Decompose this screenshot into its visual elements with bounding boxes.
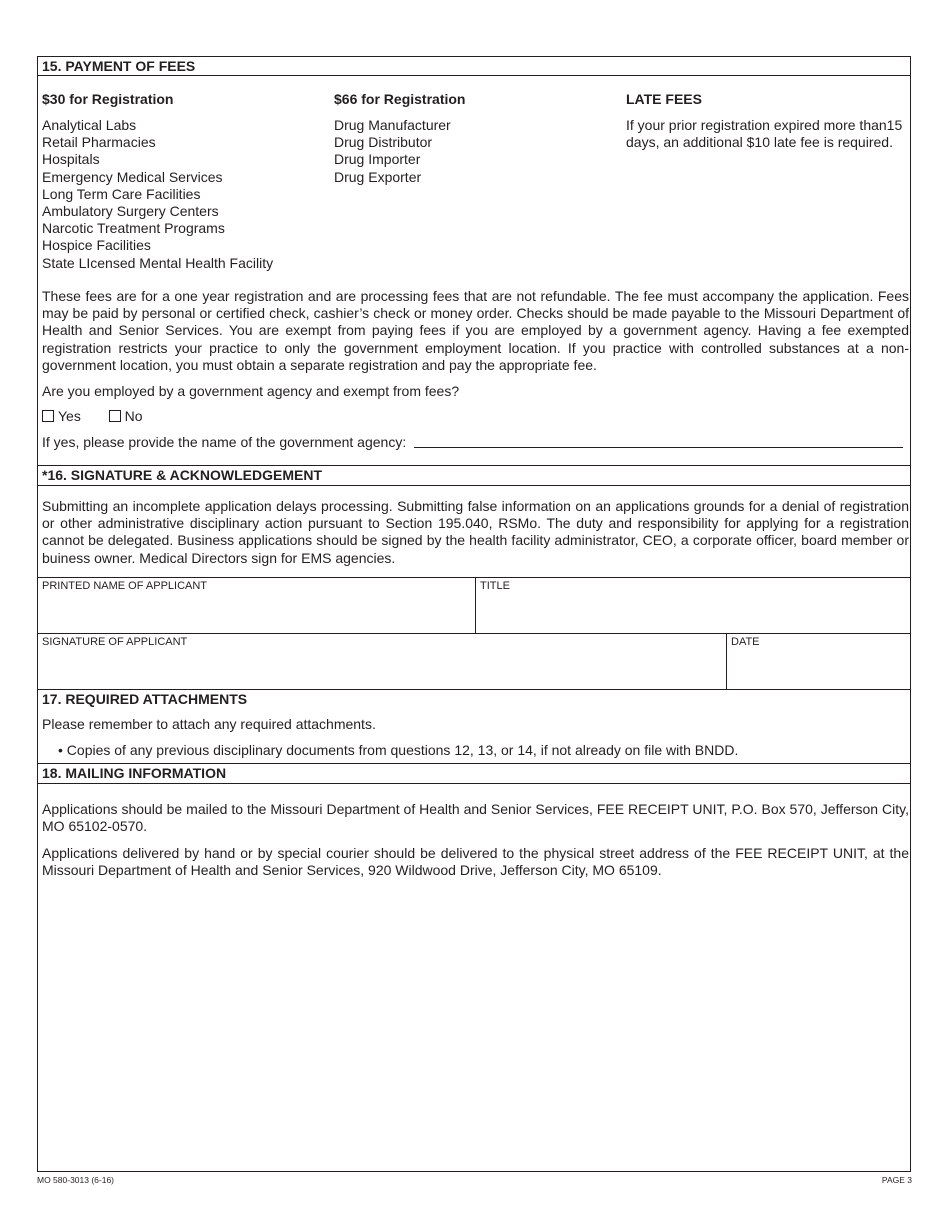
list-item: Analytical Labs: [42, 117, 137, 133]
divider: [38, 633, 910, 634]
list-item: Hospice Facilities: [42, 237, 151, 254]
title-label: TITLE: [480, 580, 510, 592]
fee-30-list: [42, 117, 273, 272]
agency-name-input[interactable]: [414, 447, 903, 448]
fee-66-title: $66 for Registration: [334, 91, 466, 107]
fees-paragraph: These fees are for a one year registration and are processing fees that are not refundable. The fee must accompany the application. Fees may be paid by personal or certified check, cashier’s check or money order. Checks should be made payable to the Missouri Department of Health and Senior Services. You are exempt from paying fees if you are employed by a government agency. Having a fee exempted registration restricts your practice to only the government employment location. If you practice with controlled substances at a non-government location, you must obtain a separate registration and pay the appropriate fee.: [42, 288, 909, 373]
divider: [38, 763, 910, 764]
fee-30-title: $30 for Registration: [42, 91, 174, 107]
title-field[interactable]: [476, 593, 910, 633]
divider: [38, 577, 910, 578]
signature-paragraph: Submitting an incomplete application delays processing. Submitting false information on an applications grounds for a denial of registration or other administrative disciplinary action pursuant to Section 195.040, RSMo. The duty and responsibility for applying for a registration cannot be delegated. Business applications should be signed by the health facility administrator, CEO, a corporate officer, board member or buiness owner. Medical Directors sign for EMS agencies.: [42, 498, 909, 566]
late-fees-text: [626, 117, 902, 151]
list-item: Drug Manufacturer: [334, 117, 451, 133]
divider: [38, 783, 910, 784]
attachments-intro: Please remember to attach any required attachments.: [42, 716, 376, 732]
late-fees-line: If your prior registration expired more than15: [626, 117, 903, 133]
no-label: No: [124, 408, 143, 424]
list-item: Drug Exporter: [334, 168, 422, 185]
yes-checkbox[interactable]: [42, 410, 54, 422]
divider: [38, 465, 910, 466]
list-item: Drug Importer: [334, 151, 421, 168]
mailing-paragraph-2: Applications delivered by hand or by special courier should be delivered to the physical street address of the FEE RECEIPT UNIT, at the Missouri Department of Health and Senior Services, 920 Wildwood Drive, Jefferson City, MO 65109.: [42, 845, 909, 879]
no-checkbox[interactable]: [109, 410, 121, 422]
section-15-heading: 15. PAYMENT OF FEES: [42, 58, 196, 74]
signature-label: SIGNATURE OF APPLICANT: [42, 636, 188, 648]
printed-name-label: PRINTED NAME OF APPLICANT: [42, 580, 208, 592]
list-item: Hospitals: [42, 151, 100, 168]
exempt-options: [42, 408, 143, 425]
divider: [38, 689, 910, 690]
list-item: Ambulatory Surgery Centers: [42, 203, 219, 220]
divider: [38, 75, 910, 76]
attachments-bullet: • Copies of any previous disciplinary documents from questions 12, 13, or 14, if not already on file with BNDD.: [58, 742, 739, 758]
list-item: State LIcensed Mental Health Facility: [42, 254, 274, 271]
no-option[interactable]: [109, 408, 143, 424]
date-field[interactable]: [727, 649, 910, 689]
divider: [38, 485, 910, 486]
date-label: DATE: [731, 636, 760, 648]
list-item: Narcotic Treatment Programs: [42, 220, 225, 237]
signature-field[interactable]: [38, 649, 726, 689]
page-number: PAGE 3: [881, 1175, 912, 1185]
fee-66-list: [334, 117, 451, 186]
list-item: Retail Pharmacies: [42, 134, 156, 151]
exempt-question: Are you employed by a government agency and exempt from fees?: [42, 383, 460, 399]
list-item: Emergency Medical Services: [42, 168, 223, 185]
section-17-heading: 17. REQUIRED ATTACHMENTS: [42, 691, 248, 707]
agency-prompt: If yes, please provide the name of the government agency:: [42, 434, 407, 450]
late-fees-line: days, an additional $10 late fee is required.: [626, 134, 893, 151]
list-item: Long Term Care Facilities: [42, 185, 201, 202]
yes-option[interactable]: [42, 408, 81, 424]
yes-label: Yes: [58, 408, 81, 424]
late-fees-title: LATE FEES: [626, 91, 702, 107]
section-16-heading: *16. SIGNATURE & ACKNOWLEDGEMENT: [42, 467, 323, 483]
mailing-paragraph-1: Applications should be mailed to the Missouri Department of Health and Senior Services, FEE RECEIPT UNIT, P.O. Box 570, Jefferson City, MO 65102-0570.: [42, 801, 909, 835]
form-page: [37, 56, 911, 1172]
printed-name-field[interactable]: [38, 593, 475, 633]
form-id: MO 580-3013 (6-16): [37, 1175, 115, 1185]
section-18-heading: 18. MAILING INFORMATION: [42, 765, 227, 781]
list-item: Drug Distributor: [334, 134, 433, 151]
